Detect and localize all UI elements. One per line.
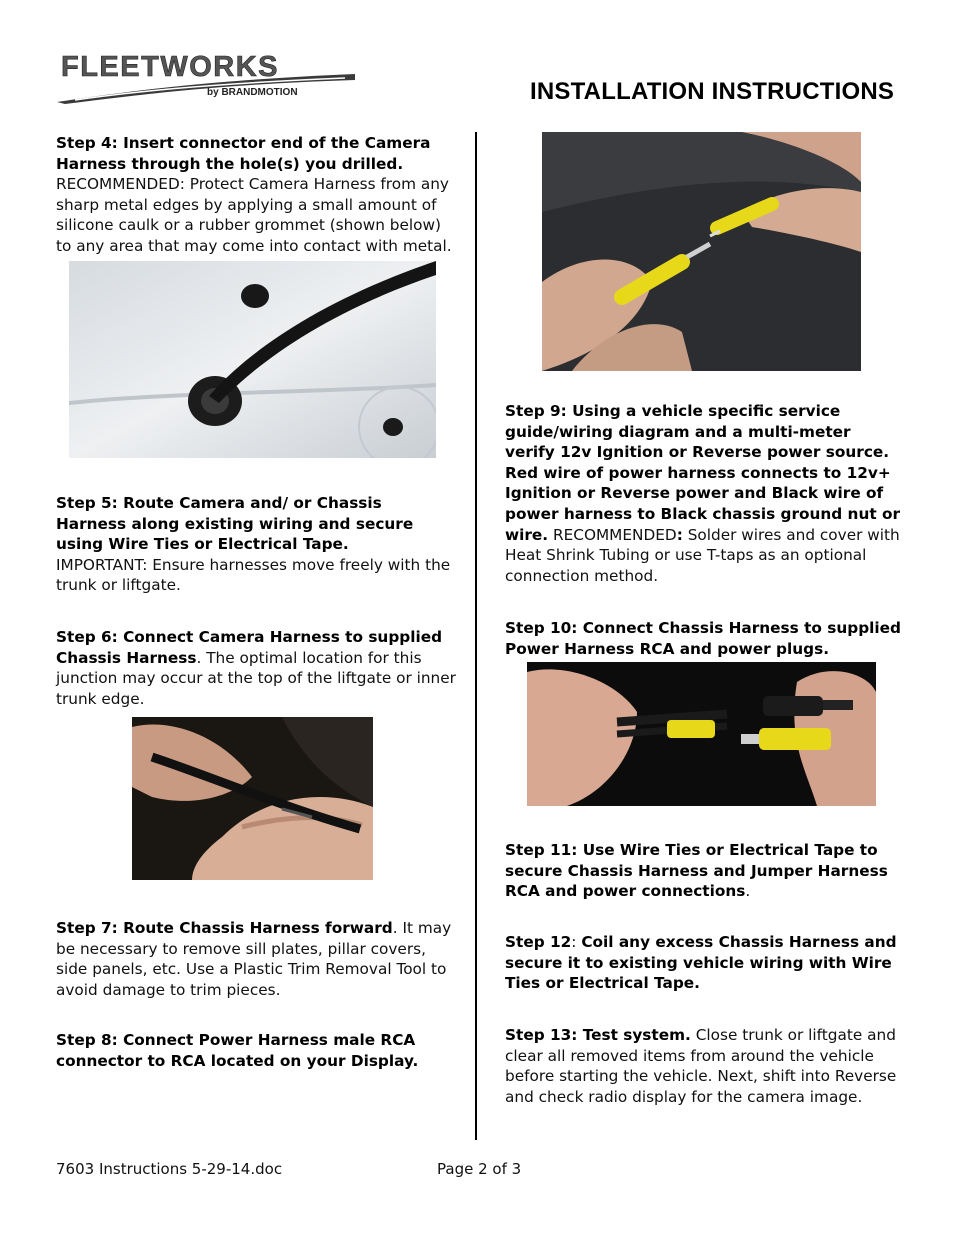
step-11 — [505, 840, 905, 902]
step-11-body: . — [745, 882, 751, 901]
step-5-body: IMPORTANT: Ensure harnesses move freely with the trunk or liftgate. — [56, 555, 451, 595]
step-12 — [505, 932, 905, 994]
step-5 — [56, 493, 456, 596]
step-12-colon: : — [571, 933, 582, 951]
grommet-photo — [69, 261, 436, 458]
step-12-heading-b: Coil any excess Chassis Harness and secure it to existing vehicle wiring with Wire Ties or Electrical Tape. — [505, 933, 897, 993]
step-6-heading: Step 6: Connect Camera Harness to supplied Chassis Harness — [56, 628, 443, 667]
rca-plugs-photo — [542, 132, 861, 371]
step-8-heading: Step 8: Connect Power Harness male RCA connector to RCA located on your Display. — [56, 1031, 419, 1070]
step-7-heading: Step 7: Route Chassis Harness forward — [56, 919, 393, 937]
step-10 — [505, 618, 905, 659]
step-9-colon: : — [676, 525, 683, 544]
step-5-heading: Step 5: Route Camera and/ or Chassis Harness along existing wiring and secure using Wire Ties or Electrical Tape. — [56, 494, 414, 554]
step-9 — [505, 401, 905, 586]
step-8 — [56, 1030, 456, 1071]
step-13-body: Close trunk or liftgate and clear all removed items from around the vehicle before starting the vehicle. Next, shift into Reverse and check radio display for the camera image. — [505, 1026, 897, 1106]
step-7-body: . It may be necessary to remove sill plates, pillar covers, side panels, etc. Use a Plastic Trim Removal Tool to avoid damage to trim pieces. — [56, 919, 452, 999]
step-13-heading: Step 13: Test system. — [505, 1026, 691, 1044]
step-7 — [56, 918, 456, 1000]
step-9-heading: Step 9: Using a vehicle specific service guide/wiring diagram and a multi-meter verify 12v Ignition or Reverse power source. Red wire of power harness connects to 12v+ Ignition or Reverse power and Black wire of power harness to Black chassis ground nut or wire. — [505, 402, 901, 544]
step-9-recommended: RECOMMENDED — [548, 525, 677, 544]
svg-text:FLEETWORKS: FLEETWORKS — [61, 51, 279, 83]
page-title: INSTALLATION INSTRUCTIONS — [530, 78, 895, 105]
step-6-body: . The optimal location for this junction may occur at the top of the liftgate or inner trunk edge. — [56, 648, 456, 708]
fleetworks-logo — [55, 50, 360, 106]
step-12-heading-a: Step 12 — [505, 933, 572, 951]
footer-page-number: Page 2 of 3 — [437, 1160, 522, 1178]
step-10-heading: Step 10: Connect Chassis Harness to supplied Power Harness RCA and power plugs. — [505, 619, 901, 658]
power-harness-photo — [527, 662, 876, 806]
step-9-body: Solder wires and cover with Heat Shrink Tubing or use T-taps as an optional connection method. — [505, 525, 900, 585]
harness-connection-photo — [132, 717, 373, 880]
footer-doc-name: 7603 Instructions 5-29-14.doc — [56, 1160, 283, 1178]
step-13 — [505, 1025, 905, 1107]
step-6 — [56, 627, 456, 709]
svg-text:by BRANDMOTION: by BRANDMOTION — [207, 87, 298, 98]
step-4-body: RECOMMENDED: Protect Camera Harness from any sharp metal edges by applying a small amount of silicone caulk or a rubber grommet (shown below) to any area that may come into contact with metal. — [56, 175, 452, 255]
step-4 — [56, 133, 456, 257]
column-divider — [475, 132, 477, 1140]
step-11-heading: Step 11: Use Wire Ties or Electrical Tape to secure Chassis Harness and Jumper Harness RCA and power connections — [505, 841, 888, 901]
step-4-heading: Step 4: Insert connector end of the Camera Harness through the hole(s) you drilled. — [56, 134, 431, 173]
